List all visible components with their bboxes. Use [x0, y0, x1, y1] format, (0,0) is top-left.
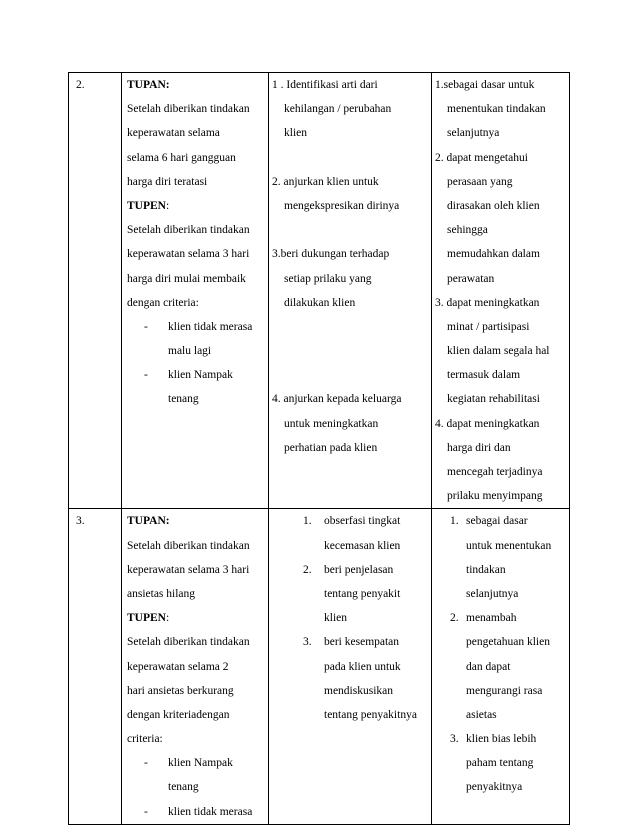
tupan-text: ansietas hilang [127, 587, 196, 600]
tupen-label: TUPEN [127, 612, 166, 625]
rationale-text: penyakitnya [466, 781, 523, 794]
row-number-cell [69, 73, 122, 509]
action-text: perhatian pada klien [284, 441, 378, 454]
rationale-item [432, 509, 569, 533]
table-row [69, 509, 570, 824]
item-number: 2. [450, 612, 459, 625]
rationale-text: selanjutnya [447, 127, 500, 140]
item-number: 1. [303, 515, 312, 528]
rationale-text: mengurangi rasa [466, 684, 543, 697]
criteria-text: tenang [168, 781, 199, 794]
rationale-text: paham tentang [466, 757, 534, 770]
action-item [269, 630, 431, 654]
criteria-text: tenang [168, 393, 199, 406]
dash-bullet: - [144, 369, 148, 382]
rationale-text: perawatan [447, 272, 495, 285]
rationale-text: sehingga [447, 224, 488, 237]
rationale-text: prilaku menyimpang [447, 490, 543, 503]
action-text: beri penjelasan [324, 563, 394, 576]
action-item: 1 . Identifikasi arti dari [272, 79, 378, 91]
table-row [69, 73, 570, 509]
rationale-text: mencegah terjadinya [447, 466, 543, 478]
action-item: 4. anjurkan kepada keluarga [272, 393, 402, 406]
rationale-text: asietas [466, 708, 497, 721]
tupen-text: hari ansietas berkurang [127, 684, 234, 697]
rationale-text: minat / partisipasi [447, 320, 530, 333]
rationale-item: 2. dapat mengetahui [435, 151, 528, 164]
rationale-text: termasuk dalam [447, 369, 521, 382]
rationale-text: harga diri dan [447, 441, 511, 454]
item-number: 1. [450, 515, 459, 528]
criteria-text: klien tidak merasa [168, 320, 253, 333]
tupen-text: harga diri mulai membaik [127, 272, 246, 285]
action-text: tentang penyakit [324, 587, 401, 600]
action-item: 2. anjurkan klien untuk [272, 175, 379, 188]
action-text: mengekspresikan dirinya [284, 199, 400, 212]
action-text: kecemasan klien [324, 539, 401, 552]
rationale-text: kegiatan rehabilitasi [447, 393, 540, 406]
row-number: 3. [76, 515, 85, 528]
criteria-text: malu lagi [168, 345, 212, 358]
rationale-text: tindakan [466, 563, 506, 576]
goal-cell [122, 73, 269, 509]
action-item [269, 558, 431, 582]
action-list [269, 509, 431, 727]
action-text: pada klien untuk [324, 660, 401, 673]
action-item [269, 509, 431, 533]
rationale-text: klien dalam segala hal [447, 345, 550, 358]
item-number: 2. [303, 563, 312, 576]
rationale-item: 1.sebagai dasar untuk [435, 79, 535, 91]
rationale-text: perasaan yang [447, 175, 513, 188]
rationale-text: menentukan tindakan [447, 103, 546, 116]
tupen-text: keperawatan selama 3 hari [127, 248, 250, 261]
action-text: klien [324, 612, 347, 625]
rationale-text: klien bias lebih [466, 733, 537, 746]
criteria-text: klien Nampak [168, 757, 233, 770]
rationale-text: sebagai dasar [466, 515, 528, 528]
rationale-text: pengetahuan klien [466, 636, 550, 649]
rationale-cell [432, 509, 570, 824]
rationale-list [432, 509, 569, 799]
criteria-list [122, 315, 268, 412]
tupen-heading [122, 606, 268, 630]
action-text: dilakukan klien [284, 296, 356, 309]
tupen-heading [122, 194, 268, 218]
criteria-text: klien Nampak [168, 369, 233, 382]
rationale-text: dirasakan oleh klien [447, 199, 540, 212]
tupan-text: Setelah diberikan tindakan [127, 539, 250, 552]
tupen-text: criteria: [127, 733, 163, 746]
tupen-colon: : [165, 199, 170, 212]
action-text: kehilangan / perubahan [284, 103, 392, 116]
tupen-text: dengan kriteriadengan [127, 708, 230, 721]
tupen-text: dengan criteria: [127, 296, 199, 309]
rationale-text: untuk menentukan [466, 539, 552, 552]
tupan-label: TUPAN: [127, 515, 170, 528]
tupen-label: TUPEN [127, 199, 166, 212]
nursing-care-plan-table [68, 72, 570, 825]
action-text: tentang penyakitnya [324, 708, 417, 721]
action-text: klien [284, 127, 307, 140]
item-number: 3. [303, 636, 312, 649]
criteria-item [122, 363, 268, 387]
item-number: 3. [450, 733, 459, 746]
criteria-text: klien tidak merasa [168, 805, 253, 818]
tupan-text: keperawatan selama [127, 127, 220, 140]
goal-cell [122, 509, 269, 824]
dash-bullet: - [144, 320, 148, 333]
rationale-item [432, 727, 569, 751]
rationale-cell [432, 73, 570, 509]
rationale-item: 3. dapat meningkatkan [435, 296, 540, 309]
rationale-text: selanjutnya [466, 587, 519, 600]
criteria-item [122, 800, 268, 824]
row-number: 2. [76, 79, 85, 91]
action-item: 3.beri dukungan terhadap [272, 248, 390, 261]
action-text: mendiskusikan [324, 684, 393, 697]
rationale-text: memudahkan dalam [447, 248, 540, 261]
action-text: setiap prilaku yang [284, 272, 372, 285]
tupen-colon: : [165, 612, 170, 625]
action-text: obserfasi tingkat [324, 515, 401, 528]
action-text: beri kesempatan [324, 636, 400, 649]
criteria-item [122, 751, 268, 775]
tupan-label: TUPAN: [127, 79, 170, 91]
tupen-text: Setelah diberikan tindakan [127, 636, 250, 649]
action-cell [269, 509, 432, 824]
action-cell [269, 73, 432, 509]
tupan-text: Setelah diberikan tindakan [127, 103, 250, 116]
dash-bullet: - [144, 757, 148, 770]
criteria-list [122, 751, 268, 824]
criteria-item [122, 315, 268, 339]
row-number-cell [69, 509, 122, 824]
dash-bullet: - [144, 805, 148, 818]
tupen-text: keperawatan selama 2 [127, 660, 229, 673]
tupan-text: selama 6 hari gangguan [127, 151, 236, 164]
tupen-text: Setelah diberikan tindakan [127, 224, 250, 237]
tupan-text: keperawatan selama 3 hari [127, 563, 250, 576]
rationale-text: menambah [466, 612, 517, 625]
action-text: untuk meningkatkan [284, 417, 379, 430]
rationale-item: 4. dapat meningkatkan [435, 417, 540, 430]
rationale-item [432, 606, 569, 630]
rationale-text: dan dapat [466, 660, 511, 673]
tupan-text: harga diri teratasi [127, 175, 208, 188]
